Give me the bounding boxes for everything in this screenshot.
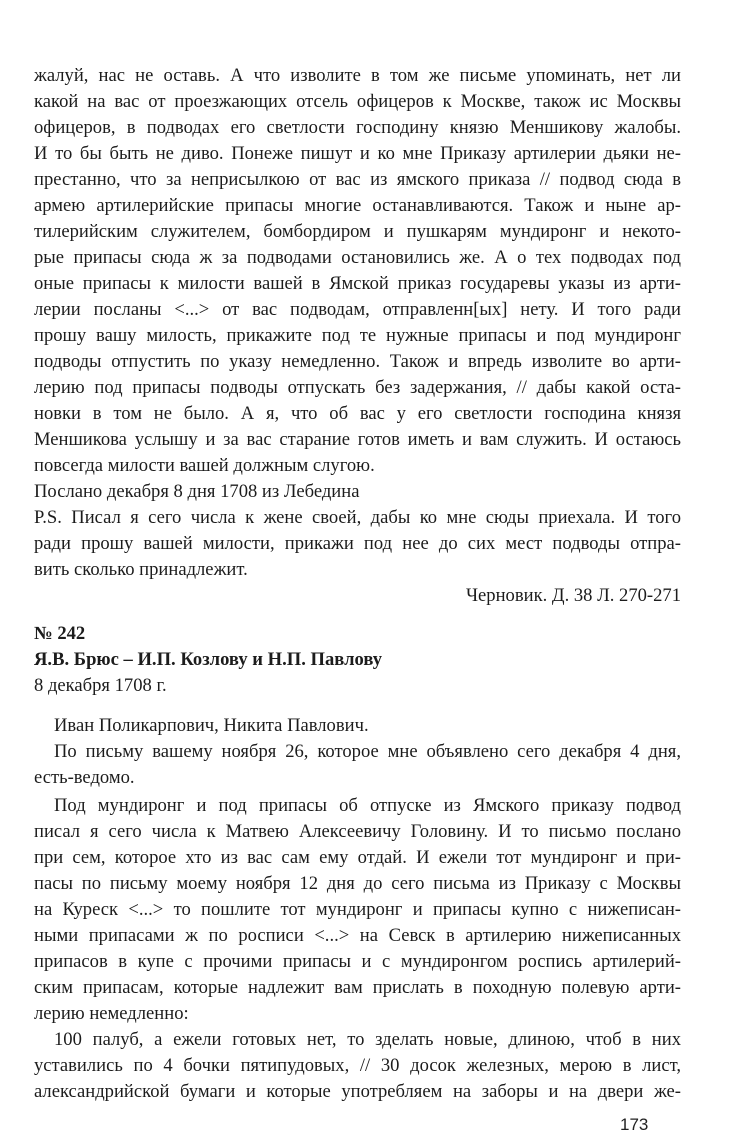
text-line: Под мундиронг и под припасы об отпуске из Ямского приказу подвод	[54, 795, 681, 816]
text-line: 100 палуб, а ежели готовых нет, то зделать новые, длиною, чтоб в них	[54, 1029, 681, 1050]
text-line: на Куреск <...> то пошлите тот мундиронг и припасы купно с нижеписан-	[34, 899, 681, 920]
text-line: есть-ведомо.	[34, 767, 135, 788]
text-line: лерию под припасы подводы отпускать без задержания, // дабы какой оста-	[34, 377, 681, 398]
text-line: писал я сего числа к Матвею Алексеевичу Головину. И то письмо послано	[34, 821, 681, 842]
text-line: По письму вашему ноября 26, которое мне объявлено сего декабря 4 дня,	[54, 741, 681, 762]
text-line: подводы отпустить по указу немедленно. Також и впредь изволите во арти-	[34, 351, 681, 372]
text-line: престанно, что за неприсылкою от вас из ямского приказа // подвод сюда в	[34, 169, 681, 190]
text-line: прошу вашу милость, прикажите под те нужные припасы и под мундиронг	[34, 325, 681, 346]
text-line: уставились по 4 бочки пятипудовых, // 30 досок железных, мерою в лист,	[34, 1055, 681, 1076]
document-number: № 242	[34, 623, 86, 644]
text-line: александрийской бумаги и которые употребляем на заборы и на двери же-	[34, 1081, 681, 1102]
source-note: Черновик. Д. 38 Л. 270-271	[465, 585, 681, 606]
text-line: ными припасами ж по росписи <...> на Севск в артилерию нижеписанных	[34, 925, 681, 946]
text-line: ради прошу вашей милости, прикажи под нее до сих мест подводы отпра-	[34, 533, 681, 554]
salutation: Иван Поликарпович, Никита Павлович.	[54, 715, 369, 736]
document-title: Я.В. Брюс – И.П. Козлову и Н.П. Павлову	[34, 649, 383, 670]
text-line: припасов в купе с прочими припасы и с мундиронгом роспись артилерий-	[34, 951, 681, 972]
text-line: лерию немедленно:	[34, 1003, 189, 1024]
text-line: армею артилерийские припасы многие останавливаются. Також и ныне ар-	[34, 195, 681, 216]
text-line: рые припасы сюда ж за подводами остановились же. А о тех подводах под	[34, 247, 681, 268]
page-number: 173	[620, 1115, 649, 1134]
text-line: какой на вас от проезжающих отсель офицеров к Москве, також ис Москвы	[34, 91, 681, 112]
text-line: новки в том не было. А я, что об вас у его светлости господина князя	[34, 403, 681, 424]
text-line: И то бы быть не диво. Понеже пишут и ко мне Приказу артилерии дьяки не-	[34, 143, 681, 164]
text-line: при сем, которое хто из вас сам ему отдай. И ежели тот мундиронг и при-	[34, 847, 681, 868]
text-line: лерии посланы <...> от вас подводам, отправленн[ых] нету. И того ради	[34, 299, 681, 320]
text-line: вить сколько принадлежит.	[34, 559, 248, 580]
text-line: офицеров, в подводах его светлости господину князю Меншикову жалобы.	[34, 117, 681, 138]
text-line: P.S. Писал я сего числа к жене своей, дабы ко мне сюды приехала. И того	[34, 507, 681, 528]
text-line: тилерийским служителем, бомбордиром и пушкарям мундиронг и некото-	[34, 221, 681, 242]
document-date: 8 декабря 1708 г.	[34, 675, 167, 696]
text-line: Меншикова услышу и за вас старание готов иметь и вам служить. И остаюсь	[34, 429, 681, 450]
text-line: оные припасы к милости вашей в Ямской приказ государевы указы из арти-	[34, 273, 681, 294]
text-line: ским припасам, которые надлежит вам прислать в походную полевую арти-	[34, 977, 681, 998]
dispatch-line: Послано декабря 8 дня 1708 из Лебедина	[34, 481, 360, 502]
text-line: повсегда милости вашей должным слугою.	[34, 455, 375, 476]
text-line: жалуй, нас не оставь. А что изволите в том же письме упоминать, нет ли	[34, 65, 681, 86]
text-line: пасы по письму моему ноября 12 дня до сего письма из Приказу с Москвы	[34, 873, 681, 894]
